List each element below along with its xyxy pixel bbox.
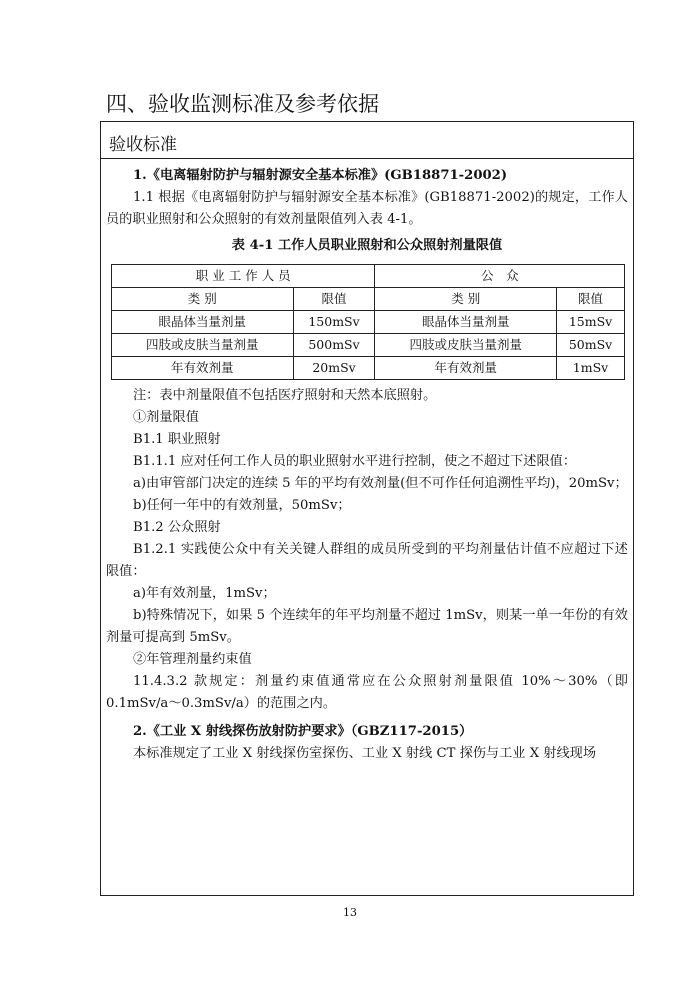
occupational-group-header: 职 业 工 作 人 员 [112,265,375,288]
occupational-item: 四肢或皮肤当量剂量 [112,334,294,357]
public-category-header: 类 别 [375,288,557,311]
table-row [112,357,625,380]
page-number: 13 [343,906,357,919]
clause-b1-2-1-a: a)年有效剂量，1mSv； [133,586,276,601]
standard-1-title: 1.《电离辐射防护与辐射源安全基本标准》(GB18871-2002) [133,168,508,183]
clause-b1-1: B1.1 职业照射 [133,432,221,447]
occupational-limit: 150mSv [293,311,375,334]
public-item: 眼晶体当量剂量 [375,311,557,334]
standard-1-intro: 1.1 根据《电离辐射防护与辐射源安全基本标准》(GB18871-2002)的规定，工作人员的职业照射和公众照射的有效剂量限值列入表 4-1。 [106,190,628,227]
standard-2-title: 2.《工业 X 射线探伤放射防护要求》（GBZ117-2015） [133,724,473,739]
public-item: 四肢或皮肤当量剂量 [375,334,557,357]
section-title: 验收标准 [109,135,177,155]
table-group-header-row [112,265,625,288]
page-heading: 四、验收监测标准及参考依据 [106,92,379,116]
clause-b1-2-1-b: b)特殊情况下，如果 5 个连续年的年平均剂量不超过 1mSv，则某一单一年份的有效剂量可提高到 5mSv。 [106,608,628,645]
clause-b1-2-1: B1.2.1 实践使公众中有关关键人群组的成员所受到的平均剂量估计值不应超过下述限值： [106,542,628,579]
clause-b1-1-1-a: a)由审管部门决定的连续 5 年的平均有效剂量(但不可作任何追溯性平均)，20mSv； [133,476,628,491]
content-frame [100,121,634,896]
clause-b1-1-1-b: b)任何一年中的有效剂量，50mSv； [133,498,351,513]
public-limit-header: 限值 [557,288,625,311]
clause-b1-1-1: B1.1.1 应对任何工作人员的职业照射水平进行控制，使之不超过下述限值： [133,454,577,469]
public-group-header: 公 众 [375,265,625,288]
table-caption: 表 4-1 工作人员职业照射和公众照射剂量限值 [231,238,503,253]
clause-b1-2: B1.2 公众照射 [133,520,221,535]
occupational-item: 年有效剂量 [112,357,294,380]
table-row [112,334,625,357]
section-content [106,159,628,765]
table-column-header-row [112,288,625,311]
occupational-limit: 20mSv [293,357,375,380]
dose-limit-table [111,264,625,380]
dose-limit-heading: ①剂量限值 [133,410,199,425]
occupational-item: 眼晶体当量剂量 [112,311,294,334]
standard-2-text: 本标准规定了工业 X 射线探伤室探伤、工业 X 射线 CT 探伤与工业 X 射线现场 [133,746,597,761]
occupational-category-header: 类 别 [112,288,294,311]
public-limit: 50mSv [557,334,625,357]
table-row [112,311,625,334]
public-limit: 1mSv [557,357,625,380]
occupational-limit: 500mSv [293,334,375,357]
public-limit: 15mSv [557,311,625,334]
constraint-heading: ②年管理剂量约束值 [133,652,252,667]
public-item: 年有效剂量 [375,357,557,380]
table-note: 注：表中剂量限值不包括医疗照射和天然本底照射。 [133,388,437,403]
clause-11-4-3-2: 11.4.3.2 款规定：剂量约束值通常应在公众照射剂量限值 10%～30%（即 0.1mSv/a～0.3mSv/a）的范围之内。 [106,674,628,711]
occupational-limit-header: 限值 [293,288,375,311]
